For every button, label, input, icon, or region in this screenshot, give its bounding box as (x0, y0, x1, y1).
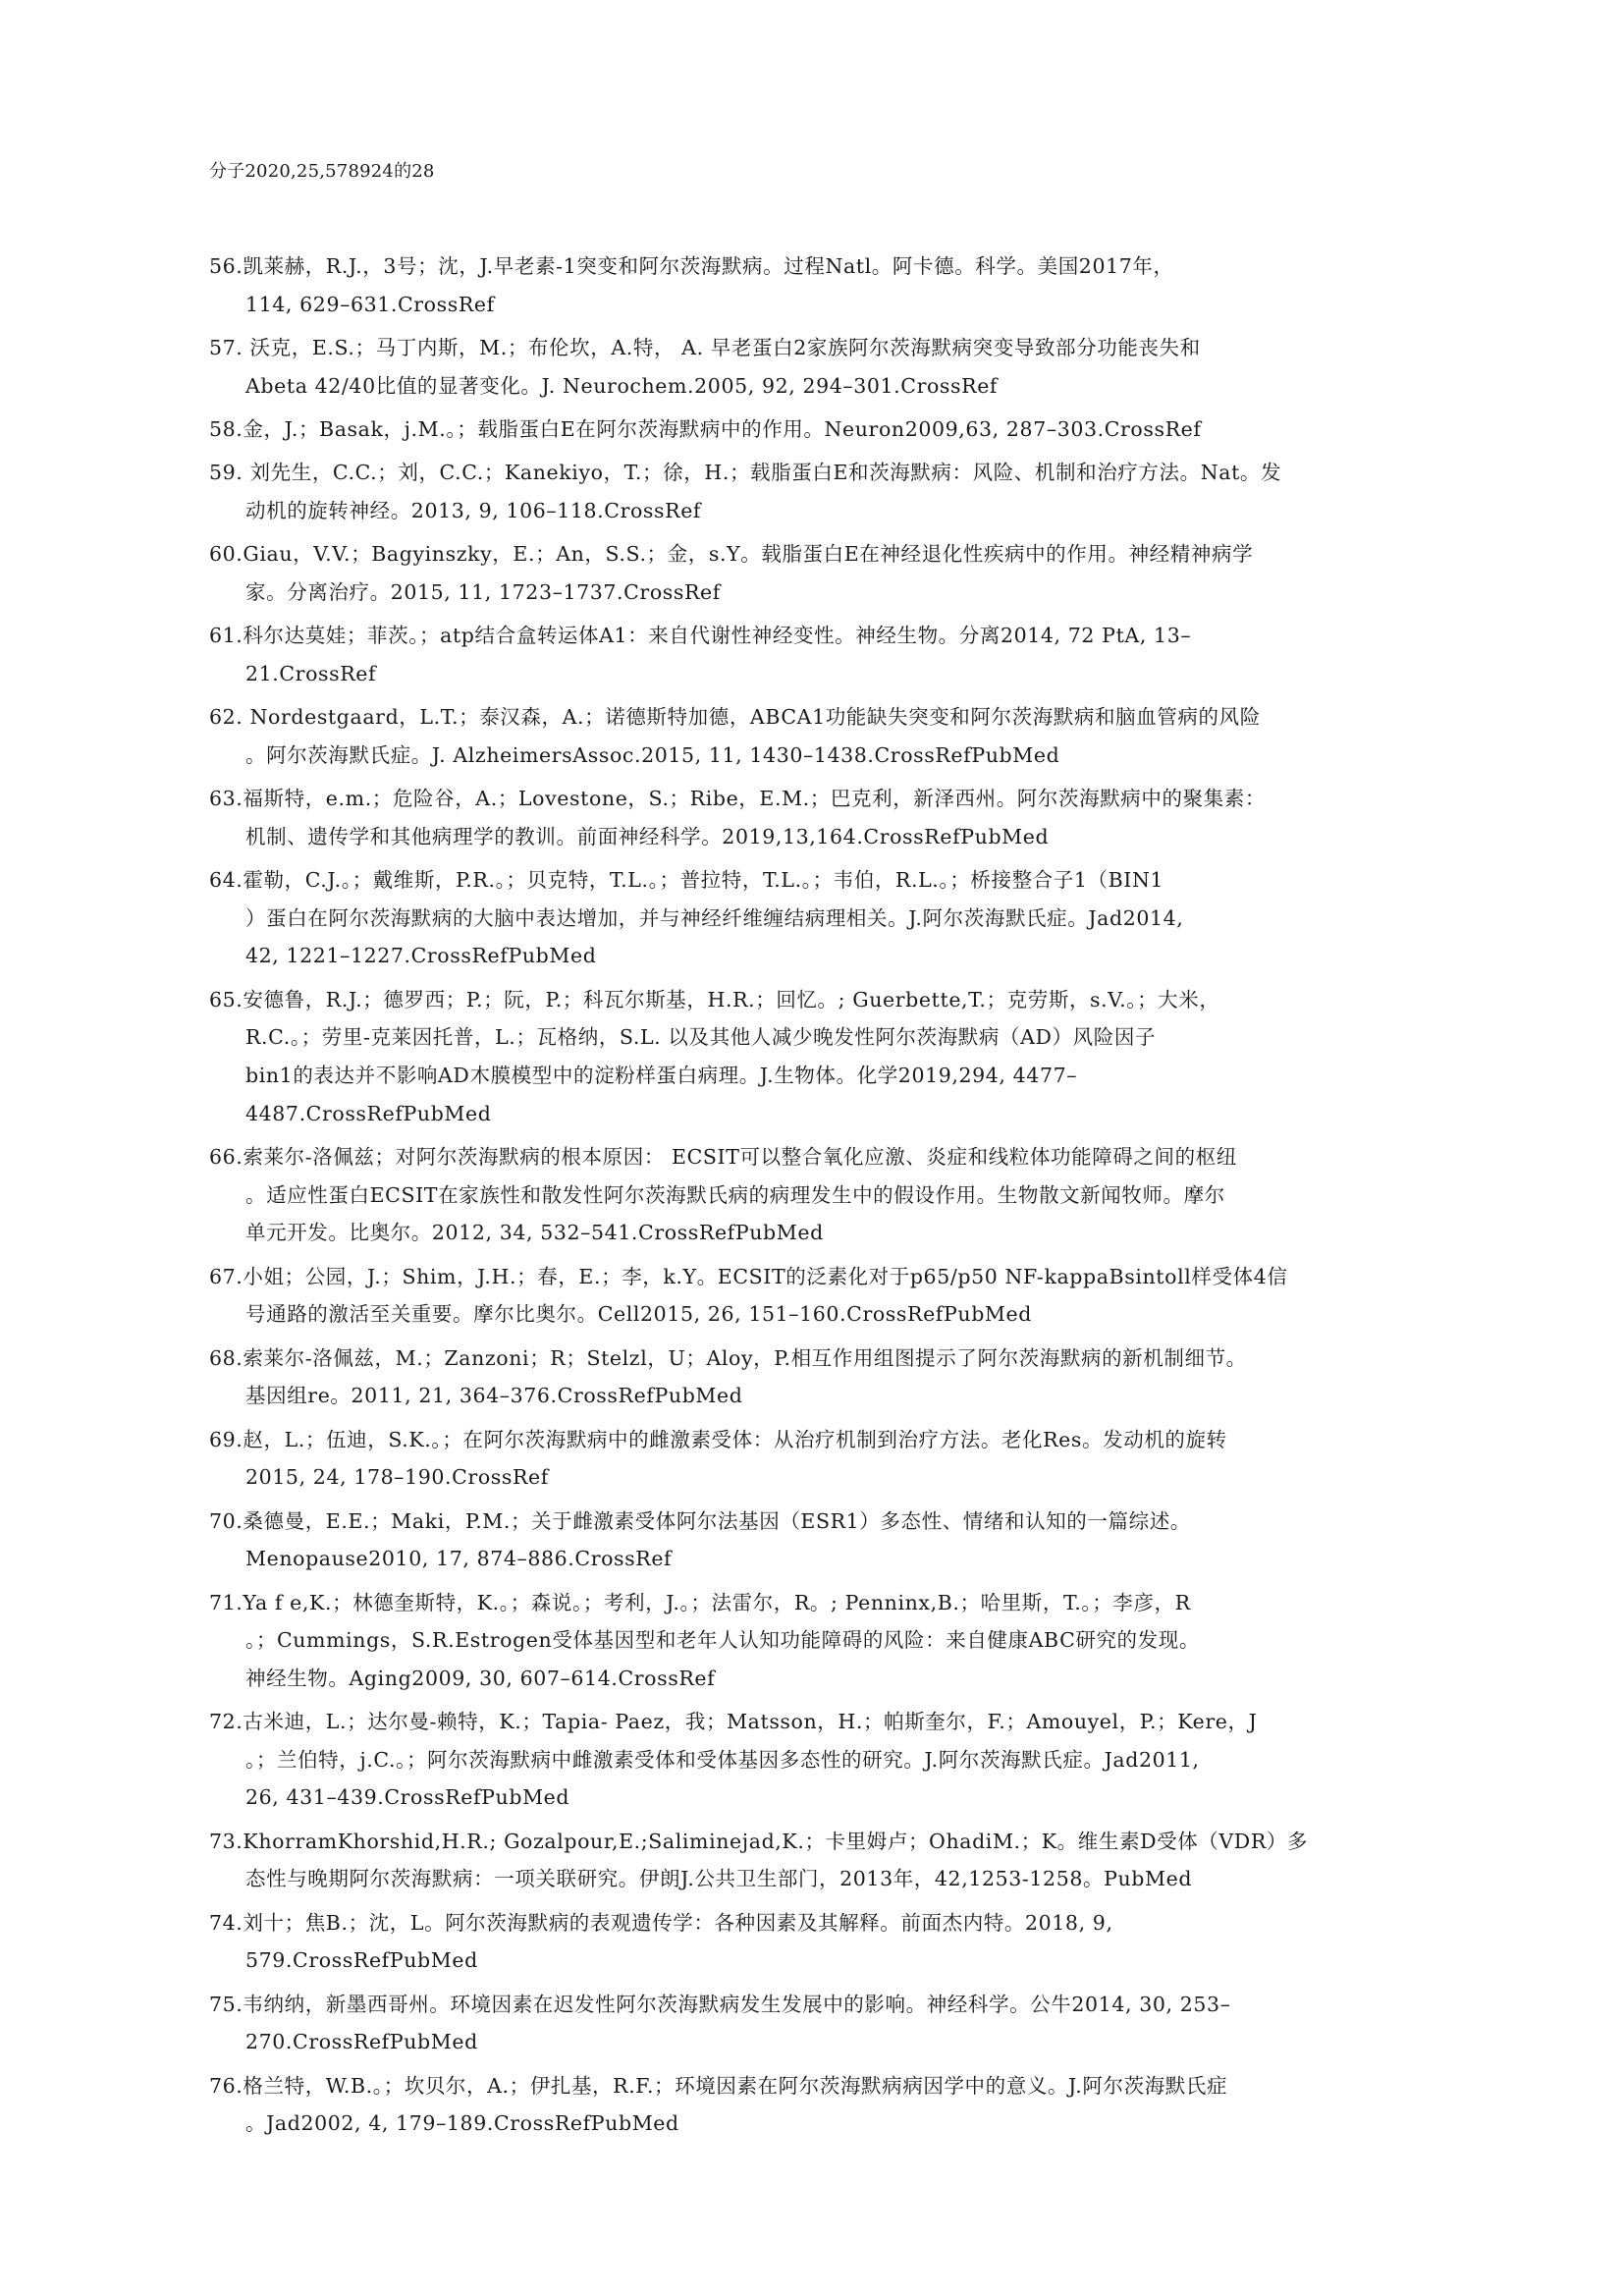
reference-continuation-line: 基因组re。2011, 21, 364–376.CrossRefPubMed (245, 1384, 743, 1408)
reference-continuation-line: bin1的表达并不影响AD木膜模型中的淀粉样蛋白病理。J.生物体。化学2019,294, 4477– (245, 1064, 1078, 1088)
reference-first-line: 63.福斯特，e.m.；危险谷，A.；Lovestone，S.；Ribe，E.M.；巴克利，新泽西州。阿尔茨海默病中的聚集素： (209, 787, 1266, 811)
reference-first-line: 69.赵，L.；伍迪，S.K.。；在阿尔茨海默病中的雌激素受体：从治疗机制到治疗方法。老化Res。发动机的旋转 (209, 1427, 1227, 1451)
reference-first-line: 73.KhorramKhorshid,H.R.; Gozalpour,E.;Saliminejad,K.；卡里姆卢；OhadiM.；K。维生素D受体（VDR）多 (209, 1829, 1309, 1853)
reference-first-line: 58.金，J.；Basak，j.M.。；载脂蛋白E在阿尔茨海默病中的作用。Neuron2009,63, 287–303.CrossRef (209, 416, 1202, 441)
reference-item (209, 1703, 1422, 1817)
reference-continuation-line: R.C.。；劳里-克莱因托普，L.；瓦格纳，S.L. 以及其他人减少晚发性阿尔茨海默病（AD）风险因子 (245, 1025, 1157, 1050)
reference-item (209, 1986, 1422, 2061)
reference-item (209, 1339, 1422, 1415)
reference-item (209, 329, 1422, 405)
reference-continuation-line: 。；Cummings，S.R.Estrogen受体基因型和老年人认知功能障碍的风险：来自健康ABC研究的发现。 (245, 1628, 1200, 1653)
reference-item (209, 1503, 1422, 1578)
reference-item (209, 1138, 1422, 1252)
reference-first-line: 62. Nordestgaard，L.T.；泰汉森，A.；诺德斯特加德，ABCA1功能缺失突变和阿尔茨海默病和脑血管病的风险 (209, 705, 1261, 730)
reference-continuation-line: 4487.CrossRefPubMed (245, 1101, 492, 1125)
reference-item (209, 861, 1422, 975)
reference-continuation-line: 。适应性蛋白ECSIT在家族性和散发性阿尔茨海默氏病的病理发生中的假设作用。生物散文新闻牧师。摩尔 (245, 1182, 1225, 1207)
reference-continuation-line: 2015, 24, 178–190.CrossRef (245, 1465, 549, 1490)
reference-continuation-line: 单元开发。比奥尔。2012, 34, 532–541.CrossRefPubMed (245, 1221, 824, 1245)
reference-first-line: 57. 沃克，E.S.；马丁内斯，M.；布伦坎，A.特， A. 早老蛋白2家族阿尔茨海默病突变导致部分功能丧失和 (209, 335, 1201, 359)
reference-item (209, 1421, 1422, 1497)
reference-first-line: 75.韦纳纳，新墨西哥州。环境因素在迟发性阿尔茨海默病发生发展中的影响。神经科学。公牛2014, 30, 253– (209, 1992, 1231, 2016)
reference-first-line: 67.小姐；公园，J.；Shim，J.H.；春，E.；李，k.Y。ECSIT的泛素化对于p65/p50 NF-kappaBsintoll样受体4信 (209, 1264, 1288, 1288)
reference-continuation-line: 机制、遗传学和其他病理学的教训。前面神经科学。2019,13,164.CrossRefPubMed (245, 824, 1050, 848)
reference-first-line: 65.安德鲁，R.J.；德罗西；P.；阮，P.；科瓦尔斯基，H.R.；回忆。; Guerbette,T.；克劳斯，s.V.。；大米， (209, 987, 1220, 1011)
reference-first-line: 56.凯莱赫，R.J.，3号；沈，J.早老素-1突变和阿尔茨海默病。过程Natl。阿卡德。科学。美国2017年， (209, 254, 1174, 278)
running-header: 分子2020,25,578924的28 (209, 161, 435, 182)
reference-item (209, 454, 1422, 529)
reference-item (209, 1904, 1422, 1980)
reference-first-line: 64.霍勒，C.J.。；戴维斯，P.R.。；贝克特，T.L.。；普拉特，T.L.。；韦伯，R.L.。；桥接整合子1（BIN1 (209, 868, 1164, 893)
reference-first-line: 68.索莱尔-洛佩兹，M.；Zanzoni；R；Stelzl，U；Aloy，P.相互作用组图提示了阿尔茨海默病的新机制细节。 (209, 1345, 1247, 1370)
reference-continuation-line: 114, 629–631.CrossRef (245, 292, 495, 316)
reference-item (209, 2067, 1422, 2143)
reference-continuation-line: 号通路的激活至关重要。摩尔比奥尔。Cell2015, 26, 151–160.CrossRefPubMed (245, 1302, 1032, 1327)
reference-continuation-line: 神经生物。Aging2009, 30, 607–614.CrossRef (245, 1666, 716, 1690)
reference-item (209, 698, 1422, 774)
reference-first-line: 61.科尔达莫娃；菲茨。；atp结合盒转运体A1：来自代谢性神经变性。神经生物。分离2014, 72 PtA, 13– (209, 624, 1192, 648)
reference-item (209, 780, 1422, 855)
reference-item (209, 617, 1422, 692)
reference-continuation-line: 。Jad2002, 4, 179–189.CrossRefPubMed (245, 2111, 679, 2136)
reference-list (209, 247, 1422, 2149)
reference-continuation-line: Menopause2010, 17, 874–886.CrossRef (245, 1547, 673, 1571)
reference-first-line: 66.索莱尔-洛佩兹；对阿尔茨海默病的根本原因： ECSIT可以整合氧化应激、炎症和线粒体功能障碍之间的枢纽 (209, 1145, 1237, 1170)
reference-continuation-line: 。；兰伯特，j.C.。；阿尔茨海默病中雌激素受体和受体基因多态性的研究。J.阿尔茨海默氏症。Jad2011, (245, 1747, 1200, 1772)
reference-continuation-line: 42, 1221–1227.CrossRefPubMed (245, 944, 597, 968)
reference-first-line: 59. 刘先生，C.C.；刘，C.C.；Kanekiyo，T.；徐，H.；载脂蛋白E和茨海默病：风险、机制和治疗方法。Nat。发 (209, 461, 1282, 485)
reference-first-line: 71.Ya f e,K.；林德奎斯特，K.。；森说。；考利，J.。；法雷尔，R。; Penninx,B.；哈里斯，T.。；李彦，R (209, 1590, 1191, 1614)
reference-first-line: 70.桑德曼，E.E.；Maki，P.M.；关于雌激素受体阿尔法基因（ESR1）多态性、情绪和认知的一篇综述。 (209, 1508, 1191, 1533)
reference-first-line: 76.格兰特，W.B.。；坎贝尔，A.；伊扎基，R.F.；环境因素在阿尔茨海默病病因学中的意义。J.阿尔茨海默氏症 (209, 2073, 1228, 2098)
reference-continuation-line: Abeta 42/40比值的显著变化。J. Neurochem.2005, 92, 294–301.CrossRef (245, 373, 999, 398)
reference-continuation-line: 家。分离治疗。2015, 11, 1723–1737.CrossRef (245, 579, 721, 604)
reference-first-line: 60.Giau，V.V.；Bagyinszky，E.；An，S.S.；金，s.Y。载脂蛋白E在神经退化性疾病中的作用。神经精神病学 (209, 542, 1254, 567)
reference-item (209, 981, 1422, 1132)
reference-continuation-line: 态性与晚期阿尔茨海默病：一项关联研究。伊朗J.公共卫生部门，2013年，42,1253-1258。PubMed (245, 1867, 1193, 1891)
reference-continuation-line: ）蛋白在阿尔茨海默病的大脑中表达增加，并与神经纤维缠结病理相关。J.阿尔茨海默氏症。Jad2014, (245, 905, 1184, 930)
reference-continuation-line: 579.CrossRefPubMed (245, 1948, 478, 1973)
reference-continuation-line: 270.CrossRefPubMed (245, 2030, 478, 2054)
reference-item (209, 535, 1422, 611)
reference-item (209, 1584, 1422, 1698)
reference-continuation-line: 26, 431–439.CrossRefPubMed (245, 1785, 570, 1810)
reference-item (209, 1823, 1422, 1898)
reference-item (209, 1258, 1422, 1334)
reference-continuation-line: 21.CrossRef (245, 661, 377, 685)
reference-continuation-line: 动机的旋转神经。2013, 9, 106–118.CrossRef (245, 498, 702, 522)
reference-first-line: 74.刘十；焦B.；沈，L。阿尔茨海默病的表观遗传学：各种因素及其解释。前面杰内特。2018, 9, (209, 1910, 1113, 1935)
reference-item (209, 247, 1422, 323)
reference-first-line: 72.古米迪，L.；达尔曼-赖特，K.；Tapia- Paez，我；Matsson，H.；帕斯奎尔，F.；Amouyel，P.；Kere，J (209, 1710, 1258, 1734)
reference-continuation-line: 。阿尔茨海默氏症。J. AlzheimersAssoc.2015, 11, 1430–1438.CrossRefPubMed (245, 742, 1060, 767)
reference-item (209, 410, 1422, 449)
